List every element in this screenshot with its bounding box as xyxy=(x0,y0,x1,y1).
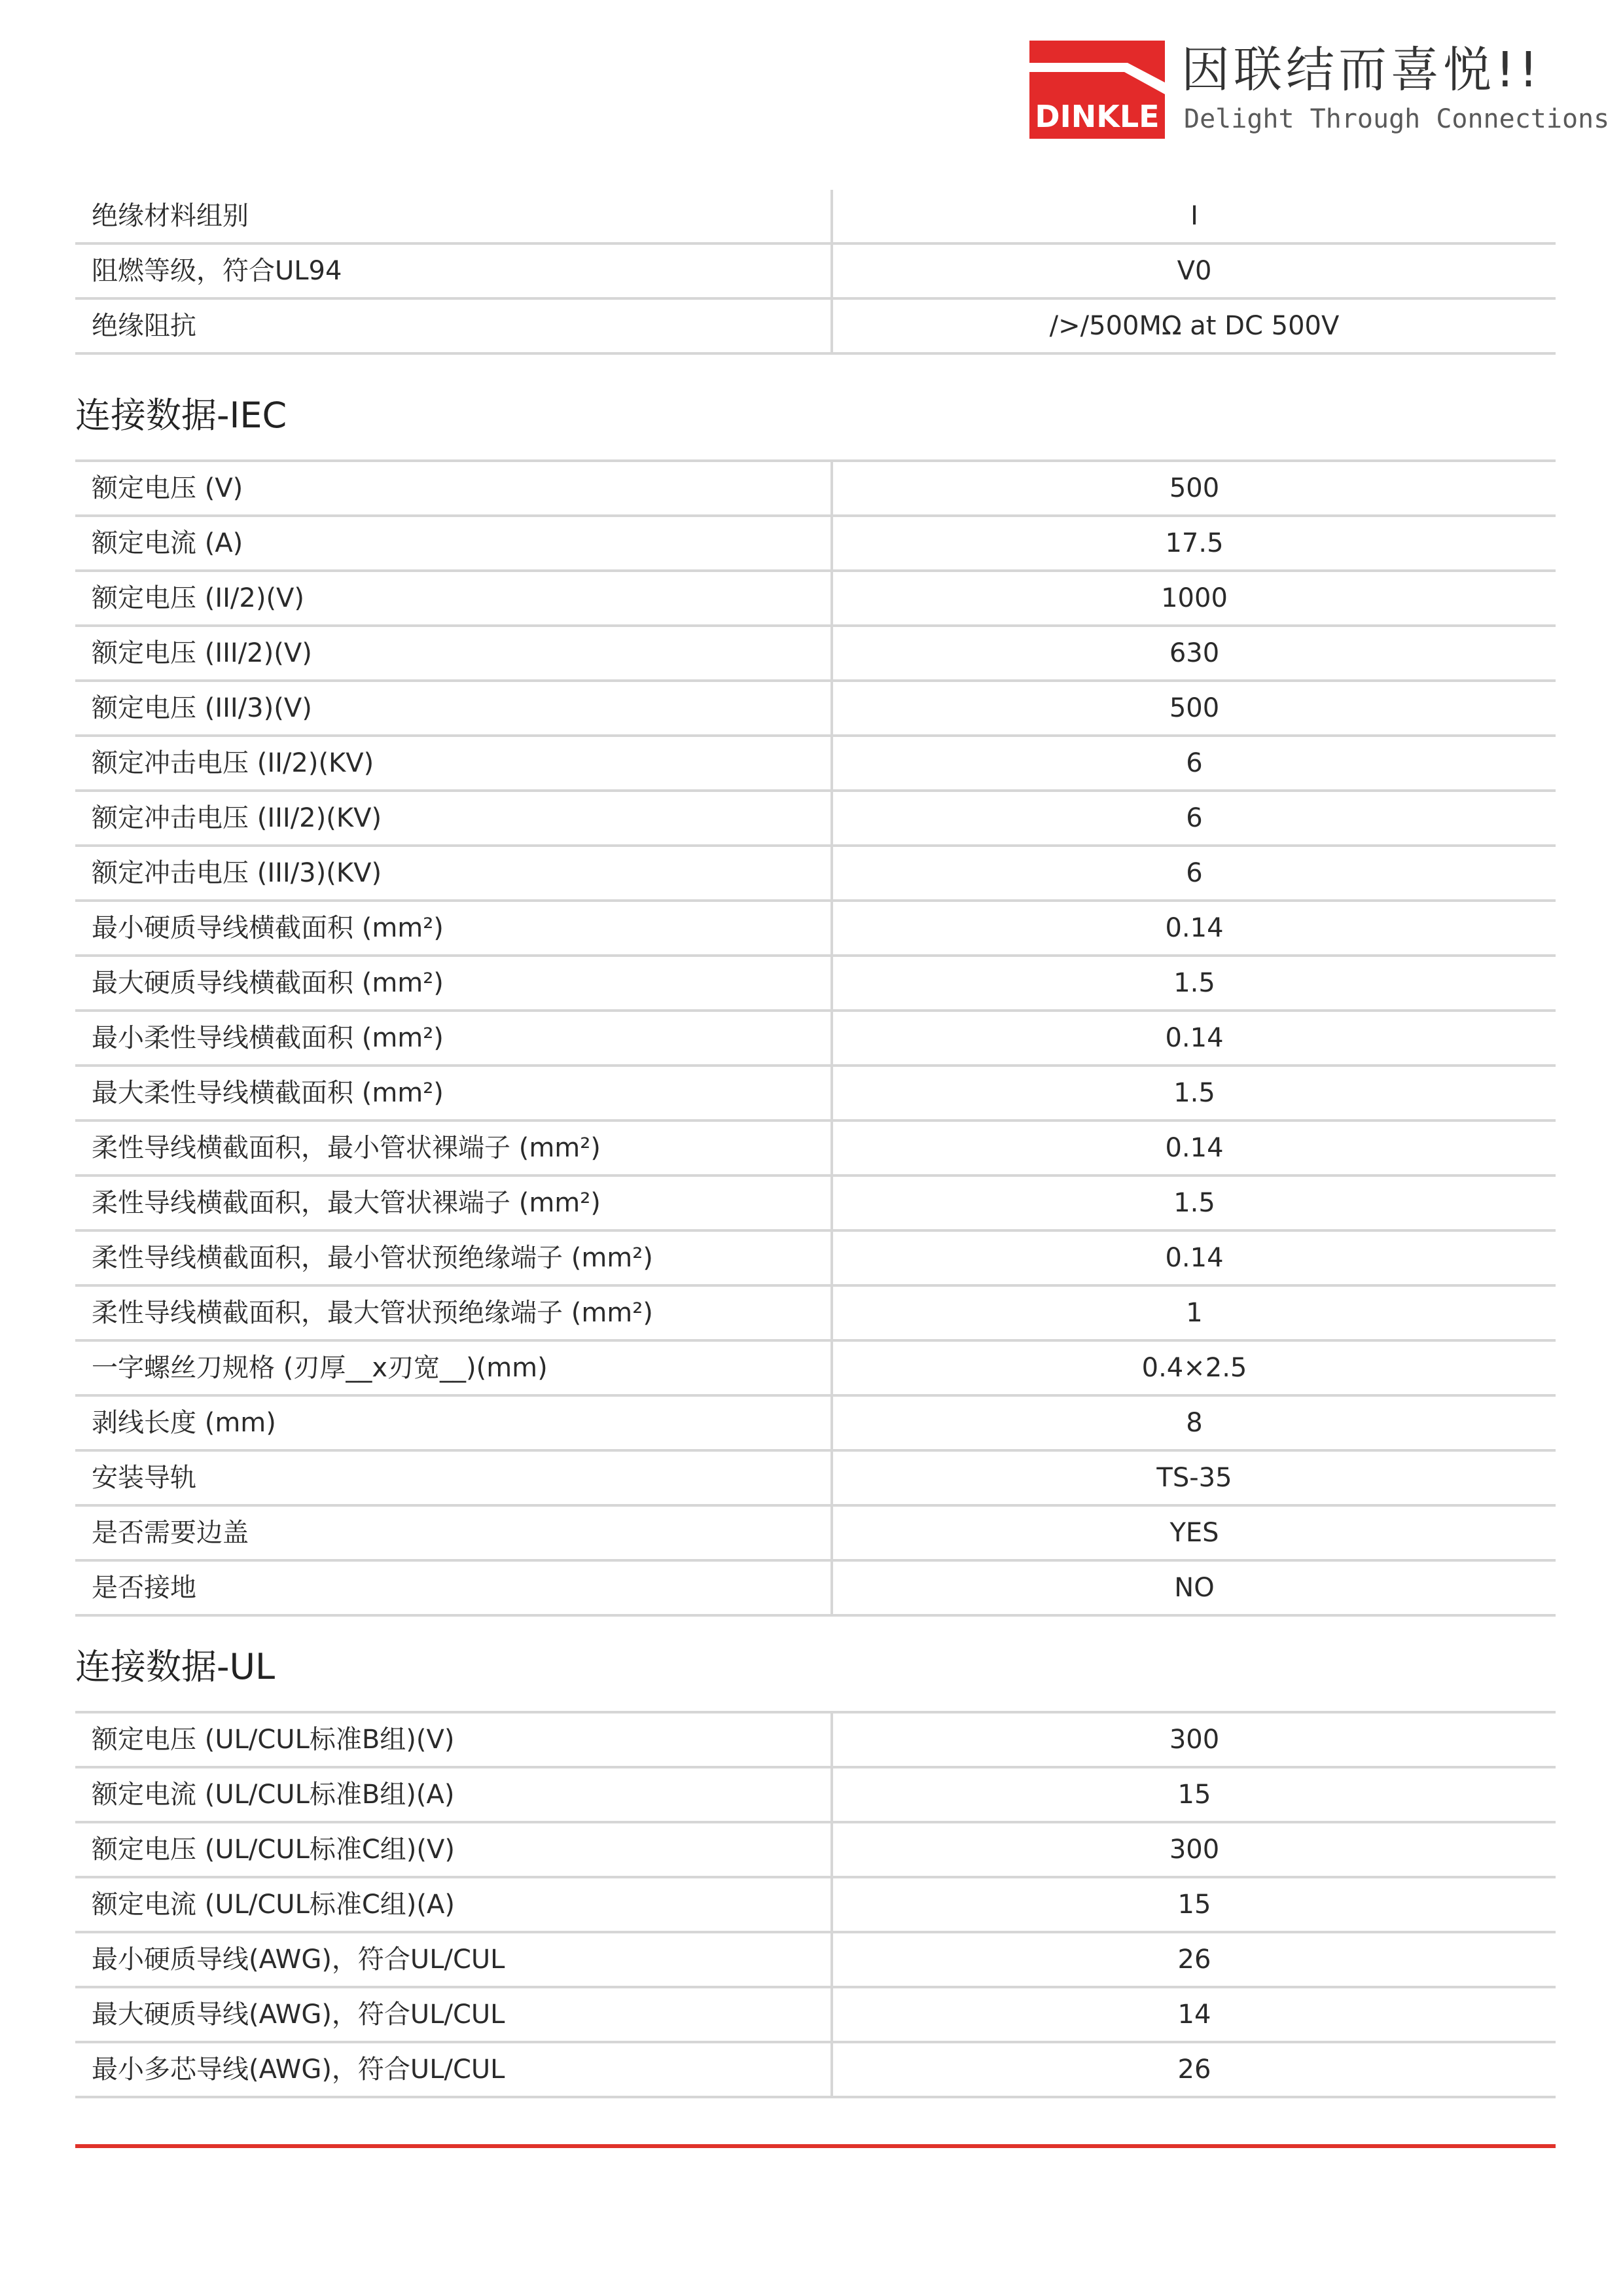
table-row xyxy=(75,243,1556,298)
section-title-iec: 连接数据-IEC xyxy=(75,395,287,436)
row-value: 15 xyxy=(832,1877,1556,1932)
row-label: 额定电压 (UL/CUL标准B组)(V) xyxy=(75,1712,832,1767)
row-label: 额定电流 (UL/CUL标准C组)(A) xyxy=(75,1877,832,1932)
row-value: 0.14 xyxy=(832,1121,1556,1175)
table-row xyxy=(75,1395,1556,1450)
table-row xyxy=(75,1712,1556,1767)
row-value: NO xyxy=(832,1560,1556,1615)
row-label: 额定电压 (V) xyxy=(75,461,832,516)
row-label: 柔性导线横截面积，最小管状预绝缘端子 (mm²) xyxy=(75,1230,832,1285)
table-row xyxy=(75,736,1556,791)
material-table xyxy=(75,190,1556,355)
table-row xyxy=(75,901,1556,956)
row-label: 绝缘材料组别 xyxy=(75,190,832,243)
row-value: 300 xyxy=(832,1712,1556,1767)
row-value: 500 xyxy=(832,461,1556,516)
row-value: 26 xyxy=(832,2042,1556,2097)
section-title-ul: 连接数据-UL xyxy=(75,1646,276,1687)
row-label: 额定冲击电压 (III/2)(KV) xyxy=(75,791,832,846)
row-value: 0.4×2.5 xyxy=(832,1340,1556,1395)
row-value: />/500MΩ at DC 500V xyxy=(832,298,1556,353)
row-label: 最小多芯导线(AWG)，符合UL/CUL xyxy=(75,2042,832,2097)
row-label: 柔性导线横截面积，最大管状裸端子 (mm²) xyxy=(75,1175,832,1230)
table-row xyxy=(75,791,1556,846)
row-label: 额定电压 (II/2)(V) xyxy=(75,571,832,626)
row-label: 额定电压 (UL/CUL标准C组)(V) xyxy=(75,1822,832,1877)
row-value: 6 xyxy=(832,736,1556,791)
row-value: 1 xyxy=(832,1285,1556,1340)
row-value: 1.5 xyxy=(832,1066,1556,1121)
row-value: V0 xyxy=(832,243,1556,298)
slogan-english: Delight Through Connections xyxy=(1184,104,1610,134)
row-label: 额定电流 (UL/CUL标准B组)(A) xyxy=(75,1767,832,1822)
row-value: 0.14 xyxy=(832,1011,1556,1066)
row-label: 最大硬质导线(AWG)，符合UL/CUL xyxy=(75,1987,832,2042)
row-value: 6 xyxy=(832,791,1556,846)
table-row xyxy=(75,1505,1556,1560)
row-label: 阻燃等级，符合UL94 xyxy=(75,243,832,298)
slogan-chinese: 因联结而喜悦!! xyxy=(1181,42,1543,98)
row-label: 额定电流 (A) xyxy=(75,516,832,571)
row-value: 14 xyxy=(832,1987,1556,2042)
row-value: YES xyxy=(832,1505,1556,1560)
row-label: 柔性导线横截面积，最小管状裸端子 (mm²) xyxy=(75,1121,832,1175)
row-label: 额定电压 (III/3)(V) xyxy=(75,681,832,736)
row-label: 是否需要边盖 xyxy=(75,1505,832,1560)
table-row xyxy=(75,298,1556,353)
table-row xyxy=(75,1121,1556,1175)
row-label: 最小硬质导线横截面积 (mm²) xyxy=(75,901,832,956)
row-value: 26 xyxy=(832,1932,1556,1987)
brand-header xyxy=(1029,41,1610,139)
ul-table xyxy=(75,1711,1556,2098)
row-label: 剥线长度 (mm) xyxy=(75,1395,832,1450)
row-value: 1.5 xyxy=(832,1175,1556,1230)
table-row xyxy=(75,190,1556,243)
row-value: 500 xyxy=(832,681,1556,736)
row-value: TS-35 xyxy=(832,1450,1556,1505)
row-label: 额定冲击电压 (II/2)(KV) xyxy=(75,736,832,791)
row-value: 0.14 xyxy=(832,1230,1556,1285)
row-label: 一字螺丝刀规格 (刃厚__x刃宽__)(mm) xyxy=(75,1340,832,1395)
row-value: 300 xyxy=(832,1822,1556,1877)
table-row xyxy=(75,1285,1556,1340)
table-row xyxy=(75,2042,1556,2097)
table-row xyxy=(75,681,1556,736)
table-row xyxy=(75,1175,1556,1230)
row-value: 0.14 xyxy=(832,901,1556,956)
row-label: 是否接地 xyxy=(75,1560,832,1615)
table-row xyxy=(75,1230,1556,1285)
logo-wordmark: DINKLE xyxy=(1035,99,1160,134)
table-row xyxy=(75,1560,1556,1615)
table-row xyxy=(75,956,1556,1011)
row-label: 最大柔性导线横截面积 (mm²) xyxy=(75,1066,832,1121)
table-row xyxy=(75,461,1556,516)
row-label: 柔性导线横截面积，最大管状预绝缘端子 (mm²) xyxy=(75,1285,832,1340)
row-label: 额定冲击电压 (III/3)(KV) xyxy=(75,846,832,901)
row-label: 最小硬质导线(AWG)，符合UL/CUL xyxy=(75,1932,832,1987)
row-value: 630 xyxy=(832,626,1556,681)
table-row xyxy=(75,571,1556,626)
row-value: 17.5 xyxy=(832,516,1556,571)
dinkle-logo xyxy=(1029,41,1165,139)
table-row xyxy=(75,1932,1556,1987)
row-value: I xyxy=(832,190,1556,243)
row-label: 安装导轨 xyxy=(75,1450,832,1505)
row-value: 8 xyxy=(832,1395,1556,1450)
table-row xyxy=(75,1066,1556,1121)
table-row xyxy=(75,846,1556,901)
table-row xyxy=(75,1822,1556,1877)
row-value: 6 xyxy=(832,846,1556,901)
row-label: 最大硬质导线横截面积 (mm²) xyxy=(75,956,832,1011)
row-value: 15 xyxy=(832,1767,1556,1822)
table-row xyxy=(75,1011,1556,1066)
row-label: 绝缘阻抗 xyxy=(75,298,832,353)
table-row xyxy=(75,516,1556,571)
table-row xyxy=(75,1987,1556,2042)
table-row xyxy=(75,1767,1556,1822)
table-row xyxy=(75,626,1556,681)
row-value: 1.5 xyxy=(832,956,1556,1011)
row-label: 最小柔性导线横截面积 (mm²) xyxy=(75,1011,832,1066)
table-row xyxy=(75,1877,1556,1932)
footer-divider xyxy=(75,2144,1556,2148)
iec-table xyxy=(75,459,1556,1617)
row-label: 额定电压 (III/2)(V) xyxy=(75,626,832,681)
table-row xyxy=(75,1340,1556,1395)
table-row xyxy=(75,1450,1556,1505)
row-value: 1000 xyxy=(832,571,1556,626)
